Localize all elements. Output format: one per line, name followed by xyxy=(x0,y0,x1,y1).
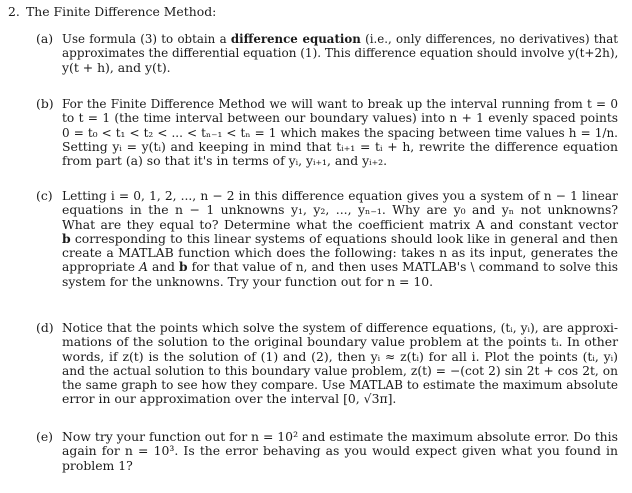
text-line: again for n = 10³. Is the error behaving as you would expect given what you found in xyxy=(62,443,618,459)
part-d xyxy=(36,321,618,407)
part-c-text xyxy=(62,189,618,289)
text-line: error in our approximation over the interval [0, √3π]. xyxy=(62,391,397,407)
text-line: y(t + h), and y(t). xyxy=(62,59,171,75)
part-e xyxy=(36,430,618,473)
problem-title: The Finite Difference Method: xyxy=(26,4,217,19)
text-line: system for the unknowns. Try your function out for n = 10. xyxy=(62,273,434,289)
part-c xyxy=(36,189,618,289)
text-line: from part (a) so that it's in terms of yᵢ, yᵢ₊₁, and yᵢ₊₂. xyxy=(62,153,388,169)
text-line: create a MATLAB function which does the following: takes n as its input, generates the xyxy=(62,245,618,261)
part-label: (d) xyxy=(36,320,54,335)
text-line: Letting i = 0, 1, 2, ..., n − 2 in this difference equation gives you a system of n − 1 linear xyxy=(62,189,618,203)
text-line: Now try your function out for n = 10² and estimate the maximum absolute error. Do this xyxy=(62,429,618,444)
part-a-text xyxy=(62,32,618,75)
text-line: equations in the n − 1 unknowns y₁, y₂, ..., yₙ₋₁. Why are y₀ and yₙ not unknowns? xyxy=(62,202,618,218)
text-line: and the actual solution to this boundary value problem, z(t) = −(cot 2) sin 2t + cos 2t, on xyxy=(62,363,618,378)
problem-heading xyxy=(8,5,216,19)
text-line: b corresponding to this linear systems of equations should look like in general and then xyxy=(62,230,618,246)
part-label: (a) xyxy=(36,31,54,46)
text-line: For the Finite Difference Method we will want to break up the interval running from t = 0 xyxy=(62,97,618,111)
part-a xyxy=(36,32,618,75)
text-line: What are they equal to? Determine what the coefficient matrix A and constant vector xyxy=(62,216,618,232)
text-line: Setting yᵢ = y(tᵢ) and keeping in mind that tᵢ₊₁ = tᵢ + h, rewrite the difference equation xyxy=(62,138,618,154)
part-b xyxy=(36,97,618,168)
part-e-text xyxy=(62,430,618,473)
part-label: (e) xyxy=(36,429,54,444)
text-line: appropriate A and b for that value of n, and then uses MATLAB's \ command to solve this xyxy=(62,260,618,275)
part-label: (b) xyxy=(36,96,54,111)
part-b-text xyxy=(62,97,618,168)
text-line: words, if z(t) is the solution of (1) and (2), then yᵢ ≈ z(tᵢ) for all i. Plot the points (tᵢ, yᵢ) xyxy=(62,348,618,364)
text-line: approximates the differential equation (1). This difference equation should involve y(t+2h), xyxy=(62,46,619,61)
text-line: problem 1? xyxy=(62,457,133,473)
part-d-text xyxy=(62,321,618,407)
text-line: to t = 1 (the time interval between our boundary values) into n + 1 evenly spaced points xyxy=(62,111,618,126)
problem-number: 2. xyxy=(8,4,20,19)
text-line: the same graph to see how they compare. Use MATLAB to estimate the maximum absolute xyxy=(62,378,618,393)
text-line: mations of the solution to the original boundary value problem at the points tᵢ. In other xyxy=(62,334,618,350)
text-line: Notice that the points which solve the system of difference equations, (tᵢ, yᵢ), are approxi- xyxy=(62,321,618,335)
text-line: 0 = t₀ < t₁ < t₂ < ... < tₙ₋₁ < tₙ = 1 which makes the spacing between time values h = 1/n. xyxy=(62,125,618,140)
text-line: Use formula (3) to obtain a difference equation (i.e., only differences, no derivatives) that xyxy=(62,32,618,46)
part-label: (c) xyxy=(36,188,53,203)
